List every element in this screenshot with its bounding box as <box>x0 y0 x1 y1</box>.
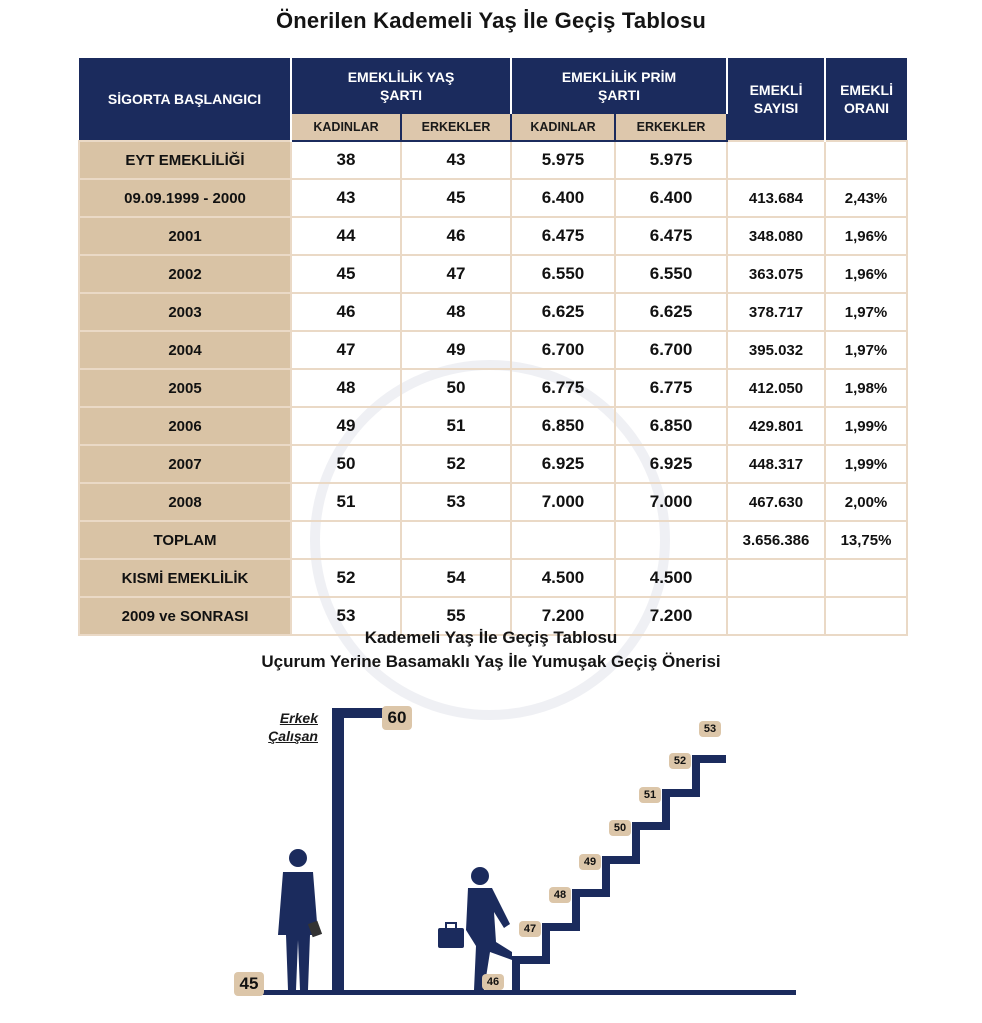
cliff-wall <box>332 708 344 992</box>
cell-yas-kadin: 48 <box>291 369 401 407</box>
cell-emekli-sayisi: 413.684 <box>727 179 825 217</box>
cell-yas-kadin: 51 <box>291 483 401 521</box>
cell-prim-kadin: 5.975 <box>511 141 615 179</box>
cell-prim-erkek: 6.625 <box>615 293 727 331</box>
cell-yas-erkek: 49 <box>401 331 511 369</box>
cell-prim-erkek: 4.500 <box>615 559 727 597</box>
cell-yas-erkek: 47 <box>401 255 511 293</box>
step-age-tag: 48 <box>549 887 571 903</box>
cell-yas-erkek: 51 <box>401 407 511 445</box>
header-emekli-orani <box>825 58 907 141</box>
step-age-tag: 49 <box>579 854 601 870</box>
cliff-bottom-age-tag: 45 <box>234 972 264 996</box>
cell-prim-kadin: 6.775 <box>511 369 615 407</box>
step-age-tag: 50 <box>609 820 631 836</box>
cell-yas-erkek: 48 <box>401 293 511 331</box>
header-sigorta-baslangici: SİGORTA BAŞLANGICI <box>79 58 291 141</box>
cell-prim-kadin: 6.475 <box>511 217 615 255</box>
cell-yas-erkek: 54 <box>401 559 511 597</box>
header-yas-sarti-label: EMEKLİLİK YAŞ ŞARTI <box>347 69 455 103</box>
subheader-kadinlar-prim: KADINLAR <box>511 114 615 141</box>
cell-row-label: 2004 <box>79 331 291 369</box>
cell-prim-erkek: 6.925 <box>615 445 727 483</box>
cell-yas-erkek: 45 <box>401 179 511 217</box>
header-emekli-sayisi-label: EMEKLİ SAYISI <box>749 82 803 116</box>
step-age-tag: 53 <box>699 721 721 737</box>
step-age-tag: 47 <box>519 921 541 937</box>
cell-emekli-orani: 13,75% <box>825 521 907 559</box>
cell-prim-erkek: 6.550 <box>615 255 727 293</box>
cell-emekli-orani: 1,97% <box>825 331 907 369</box>
cell-prim-erkek: 5.975 <box>615 141 727 179</box>
cell-prim-erkek: 6.700 <box>615 331 727 369</box>
cell-emekli-sayisi: 348.080 <box>727 217 825 255</box>
cell-row-label: 2003 <box>79 293 291 331</box>
table-row <box>79 407 907 445</box>
cell-row-label: 09.09.1999 - 2000 <box>79 179 291 217</box>
cell-row-label: 2006 <box>79 407 291 445</box>
cell-emekli-sayisi: 412.050 <box>727 369 825 407</box>
cliff-top-ledge <box>332 708 388 718</box>
cell-emekli-sayisi: 448.317 <box>727 445 825 483</box>
page-title: Önerilen Kademeli Yaş İle Geçiş Tablosu <box>275 8 707 33</box>
step-age-tag: 46 <box>482 974 504 990</box>
cell-prim-kadin: 6.850 <box>511 407 615 445</box>
cell-row-label: KISMİ EMEKLİLİK <box>79 559 291 597</box>
cell-prim-kadin: 6.700 <box>511 331 615 369</box>
cell-prim-erkek: 6.475 <box>615 217 727 255</box>
cell-prim-kadin <box>511 521 615 559</box>
cell-emekli-orani <box>825 141 907 179</box>
cell-prim-erkek <box>615 521 727 559</box>
cell-yas-kadin: 49 <box>291 407 401 445</box>
step-age-tag: 52 <box>669 753 691 769</box>
cell-prim-erkek: 6.850 <box>615 407 727 445</box>
cliff-top-age-tag: 60 <box>382 706 412 730</box>
cell-emekli-sayisi: 3.656.386 <box>727 521 825 559</box>
cell-emekli-sayisi: 378.717 <box>727 293 825 331</box>
cell-yas-erkek <box>401 521 511 559</box>
cell-row-label: 2009 ve SONRASI <box>79 597 291 635</box>
cell-emekli-sayisi <box>727 141 825 179</box>
cell-yas-erkek: 53 <box>401 483 511 521</box>
table-row <box>79 445 907 483</box>
cell-prim-kadin: 6.400 <box>511 179 615 217</box>
cell-row-label: 2002 <box>79 255 291 293</box>
header-emekli-sayisi <box>727 58 825 141</box>
cell-emekli-orani: 2,43% <box>825 179 907 217</box>
cell-emekli-orani: 1,96% <box>825 255 907 293</box>
cell-emekli-orani: 1,97% <box>825 293 907 331</box>
table-row <box>79 217 907 255</box>
subheader-erkekler-prim: ERKEKLER <box>615 114 727 141</box>
header-prim-sarti <box>511 58 727 114</box>
cell-emekli-sayisi <box>727 559 825 597</box>
cell-prim-kadin: 6.925 <box>511 445 615 483</box>
cell-yas-kadin: 44 <box>291 217 401 255</box>
header-yas-sarti <box>291 58 511 114</box>
retirement-table <box>78 58 908 636</box>
table-row <box>79 255 907 293</box>
cell-yas-kadin: 53 <box>291 597 401 635</box>
cell-emekli-sayisi: 395.032 <box>727 331 825 369</box>
cell-yas-erkek: 43 <box>401 141 511 179</box>
cell-row-label: 2008 <box>79 483 291 521</box>
cell-prim-kadin: 7.000 <box>511 483 615 521</box>
cell-prim-erkek: 7.200 <box>615 597 727 635</box>
illustration-subtitle: Uçurum Yerine Basamaklı Yaş İle Yumuşak Geçiş Önerisi <box>261 652 721 671</box>
cell-emekli-orani <box>825 559 907 597</box>
cell-yas-kadin: 47 <box>291 331 401 369</box>
cell-yas-kadin: 52 <box>291 559 401 597</box>
cell-row-label: TOPLAM <box>79 521 291 559</box>
subheader-erkekler-yas: ERKEKLER <box>401 114 511 141</box>
table-row <box>79 331 907 369</box>
cell-prim-erkek: 7.000 <box>615 483 727 521</box>
cell-emekli-sayisi: 467.630 <box>727 483 825 521</box>
table-row <box>79 559 907 597</box>
cell-yas-erkek: 46 <box>401 217 511 255</box>
cell-yas-kadin: 45 <box>291 255 401 293</box>
cell-emekli-orani: 1,98% <box>825 369 907 407</box>
cell-yas-kadin: 43 <box>291 179 401 217</box>
erkek-label-line1: Erkek <box>279 710 318 726</box>
cell-prim-erkek: 6.400 <box>615 179 727 217</box>
cell-prim-kadin: 6.625 <box>511 293 615 331</box>
table-row <box>79 293 907 331</box>
cell-yas-erkek: 52 <box>401 445 511 483</box>
cell-emekli-orani: 2,00% <box>825 483 907 521</box>
header-emekli-orani-label: EMEKLİ ORANI <box>840 82 893 116</box>
cell-yas-kadin <box>291 521 401 559</box>
cell-emekli-sayisi: 429.801 <box>727 407 825 445</box>
subheader-kadinlar-yas: KADINLAR <box>291 114 401 141</box>
illustration-title: Kademeli Yaş İle Geçiş Tablosu <box>364 628 618 647</box>
table-body <box>79 141 907 635</box>
climbing-man-icon <box>438 867 512 990</box>
cell-yas-erkek: 55 <box>401 597 511 635</box>
table-row <box>79 179 907 217</box>
table-row <box>79 483 907 521</box>
cell-yas-kadin: 50 <box>291 445 401 483</box>
cell-prim-erkek: 6.775 <box>615 369 727 407</box>
cell-yas-kadin: 46 <box>291 293 401 331</box>
cell-emekli-orani: 1,99% <box>825 445 907 483</box>
staircase-illustration <box>0 690 982 1023</box>
table-row <box>79 521 907 559</box>
step-age-tag: 51 <box>639 787 661 803</box>
cell-row-label: 2007 <box>79 445 291 483</box>
cell-row-label: 2005 <box>79 369 291 407</box>
cell-emekli-sayisi: 363.075 <box>727 255 825 293</box>
header-prim-sarti-label: EMEKLİLİK PRİM ŞARTI <box>561 69 677 103</box>
cell-yas-kadin: 38 <box>291 141 401 179</box>
cell-row-label: 2001 <box>79 217 291 255</box>
cell-prim-kadin: 6.550 <box>511 255 615 293</box>
cell-row-label: EYT EMEKLİLİĞİ <box>79 141 291 179</box>
standing-man-icon <box>278 849 322 990</box>
cell-prim-kadin: 4.500 <box>511 559 615 597</box>
cell-emekli-orani: 1,99% <box>825 407 907 445</box>
table-row <box>79 369 907 407</box>
cell-yas-erkek: 50 <box>401 369 511 407</box>
cell-prim-kadin: 7.200 <box>511 597 615 635</box>
table-row <box>79 141 907 179</box>
staircase-steps <box>516 759 726 992</box>
cell-emekli-orani: 1,96% <box>825 217 907 255</box>
erkek-label-line2: Çalışan <box>268 728 318 744</box>
